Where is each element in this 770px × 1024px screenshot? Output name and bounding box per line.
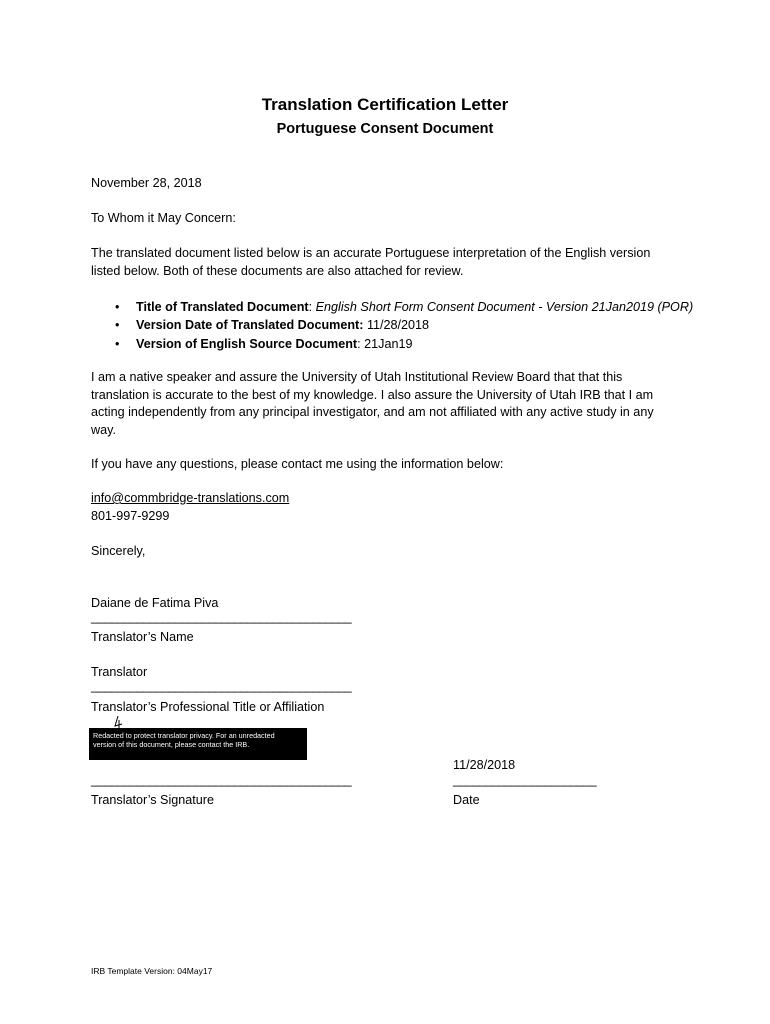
list-item-value: English Short Form Consent Document - Version 21Jan2019 (POR) bbox=[315, 300, 694, 314]
redaction-box bbox=[89, 728, 307, 760]
signature-label: Translator’s Signature bbox=[91, 793, 214, 807]
contact-prompt: If you have any questions, please contact me using the information below: bbox=[91, 457, 504, 471]
redaction-note: version of this document, please contact the IRB. bbox=[93, 740, 250, 749]
document-title: Translation Certification Letter bbox=[261, 95, 509, 114]
name-signature-line: ________________________________________ bbox=[91, 610, 352, 624]
intro-line: listed below. Both of these documents are also attached for review. bbox=[91, 263, 464, 278]
list-item-separator: : bbox=[308, 300, 316, 314]
intro-paragraph bbox=[91, 245, 691, 280]
email-link[interactable]: info@commbridge-translations.com bbox=[91, 491, 290, 505]
template-version-footer: IRB Template Version: 04May17 bbox=[91, 966, 213, 976]
list-item-value: 11/28/2018 bbox=[366, 318, 430, 333]
date-line: ______________________ bbox=[453, 773, 597, 787]
closing: Sincerely, bbox=[91, 544, 146, 558]
bullet-icon: • bbox=[115, 336, 120, 351]
signature-line: ________________________________________ bbox=[91, 773, 352, 787]
date-label: Date bbox=[453, 793, 480, 807]
bullet-icon: • bbox=[115, 300, 120, 314]
signature-date: 11/28/2018 bbox=[453, 758, 516, 772]
list-item-label: Title of Translated Document bbox=[136, 300, 309, 314]
assurance-line: way. bbox=[91, 422, 116, 437]
assurance-line: acting independently from any principal investigator, and am not affiliated with any active study in any bbox=[91, 405, 654, 419]
title-signature-line: ________________________________________ bbox=[91, 679, 352, 693]
name-label: Translator’s Name bbox=[91, 630, 194, 644]
document-details-list bbox=[110, 298, 710, 353]
list-item bbox=[110, 335, 710, 353]
phone-number: 801-997-9299 bbox=[91, 508, 170, 523]
contact-block bbox=[91, 490, 691, 525]
document-subtitle: Portuguese Consent Document bbox=[276, 121, 494, 137]
list-item bbox=[110, 298, 710, 316]
salutation: To Whom it May Concern: bbox=[91, 211, 236, 225]
assurance-line: translation is accurate to the best of my knowledge. I also assure the University of Utah IRB that I am bbox=[91, 387, 654, 402]
letter-date: November 28, 2018 bbox=[91, 176, 202, 190]
translator-title: Translator bbox=[91, 665, 148, 679]
redaction-note: Redacted to protect translator privacy. For an unredacted bbox=[93, 731, 275, 740]
list-item-label: Version Date of Translated Document: bbox=[136, 318, 364, 333]
intro-line: The translated document listed below is an accurate Portuguese interpretation of the English version bbox=[91, 246, 651, 260]
assurance-line: I am a native speaker and assure the University of Utah Institutional Review Board that that this bbox=[91, 370, 623, 384]
list-item-value: 21Jan19 bbox=[364, 336, 413, 351]
list-item-separator: : bbox=[357, 336, 365, 351]
list-item bbox=[110, 316, 710, 334]
translator-name: Daiane de Fatima Piva bbox=[91, 596, 219, 610]
bullet-icon: • bbox=[115, 318, 120, 333]
title-label: Translator’s Professional Title or Affiliation bbox=[91, 700, 325, 714]
list-item-label: Version of English Source Document bbox=[136, 336, 358, 351]
assurance-paragraph bbox=[91, 369, 691, 439]
